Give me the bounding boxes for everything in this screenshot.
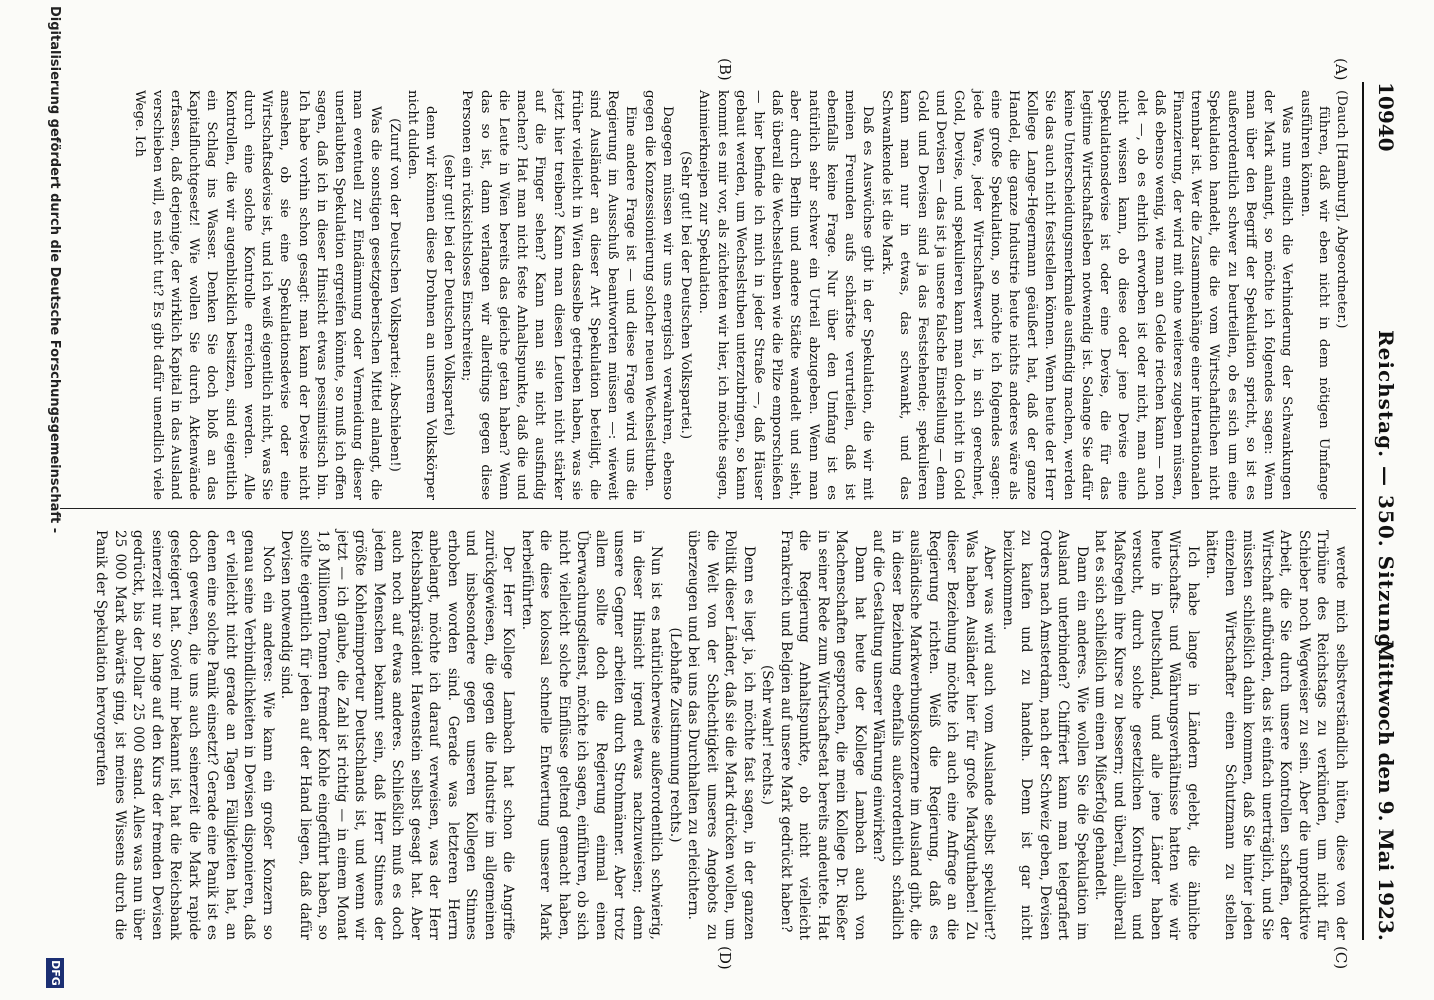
paragraph: Was nun endlich die Verhinderung der Schwankungen der Mark anlangt, so möchte ich folgendes sagen: Wenn man über den Begriff der Spekulation spricht, so ist es außerordentlich schwer zu beurteilen, ob es sich um eine Spekulation handelt, die die vom Wirtschaftlichen nicht trennbar ist. Wer die Zusammenhänge einer internationalen Finanzierung, der wird mit ohne weiteres zugeben müssen, daß ebenso wenig, wie man an Gelde riechen kann — non olet —, ob es ehrlich erworben ist oder nicht, man auch nicht wissen kann, ob diese oder jene Devise eine Spekulationsdevise ist oder eine Devise, die für das legitime Wirtschaftsleben notwendig ist. Solange Sie dafür keine Unterscheidungsmerkmale ausfindig machen, werden Sie das auch nicht feststellen können. Wenn heute der Herr Kollege Lange-Hegermann geäußert hat, daß der ganze Handel, die ganze Industrie heute nichts anderes wäre als eine große Spekulation, so möchte ich folgendes sagen: jede Ware, jeder Wirtschaftswert ist, in sich gerechnet, Gold, Devise, und spekulieren kann man doch nicht in Gold und Devisen — das ist ja unsere falsche Einstellung — denn Gold und Devisen sind ja das Feststehende; spekulieren kann man nur in etwas, das schwankt, und das Schwankende ist die Mark. [878,90,1295,501]
right-column [92,530,1350,940]
interjection: (Sehr wahr! rechts.) [759,665,776,805]
column-divider [60,508,1356,509]
margin-marker-a: (A) [1332,58,1350,81]
interjection: (sehr gut! bei der Deutschen Volkspartei) [441,154,457,436]
paragraph: Nun ist es natürlicherweise außerordentlich schwierig, in dieser Hinsicht irgend etwas nachzuweisen; denn unsere Gegner arbeiten durch Strohmänner. Aber trotz allem sollte doch die Regierung einmal einen Überwachungsdienst, möchte ich sagen, einführen, ob sich nicht vielleicht solche Einflüsse geltend gemacht haben, die diese kolossal schnelle Entwertung unserer Mark herbeiführten. [519,530,665,940]
paragraph: Daß es Auswüchse gibt in der Spekulation, die wir mit meinen Freunden aufs schärfste verurteilen, daß ist ebenfalls keine Frage. Nur über den Umfang ist es natürlich sehr schwer ein Urteil abzugeben. Wenn man aber durch Berlin und andere Städte wandelt und sieht, daß überall die Wechselstuben wie die Pilze emporschießen — hier befinde ich mich in jeder Straße —, daß Häuser gebaut werden, um Wechselstuben unterzubringen, so kann kommt es mir vor, als züchteten wir hier, ich möchte sagen, Animierkneipen zur Spekulation. [696,90,876,500]
paragraph: Eine andere Frage ist — und diese Frage wird uns die Regierung im Ausschuß beantworten müssen —: wieweit sind Ausländer an dieser Art Spekulation beteiligt, die früher vielleicht in Wien dasselbe getrieben haben, was sie jetzt hier treiben? Kann man diesen Leuten nicht stärker auf die Finger sehen? Kann man sie nicht ausfindig machen? Hat man nicht feste Anhaltspunkte, daß die und die Leute in Wien bereits das gleiche getan haben? Wenn das so ist, dann verlangen wir allerdings gegen diese Personen ein rücksichtsloses Einschreiten; [459,90,639,500]
header-rule [1362,82,1364,940]
paragraph: werde mich selbstverständlich hüten, diese von der Tribüne des Reichstags zu verkünden, um nicht für Schieber noch Wegweiser zu sein. Aber die unproduktive Arbeit, die Sie durch unsere Kontrollen schaffen, der Wirtschaft aufbürden, das ist einfach unerträglich, und Sie müssten schließlich dahin kommen, daß Sie hinter jeden einzelnen Wirtschafter einen Schutzmann zu stellen hätten. [1203,530,1349,940]
paragraph: Noch ein anderes: Wie kann ein großer Konzern so genau seine Verbindlichkeiten in Devisen disponieren, daß er vielleicht nicht gerade an Tagen Fälligkeiten hat, an denen eine solche Panik einsetzt? Gerade eine Panik ist es doch gewesen, die uns auch seinerzeit die Mark rapide gesteigert hat. Soviel mir bekannt ist, hat die Reichsbank seinerzeit nur so lange auf den Kurs der fremden Devisen gedrückt, bis der Dollar 25 000 stand. Alles was nun über 25 000 Mark abwärts ging, ist meines Wissens durch die Panik der Spekulation hervorgerufen [93,530,276,940]
interjection: (Sehr gut! bei der Deutschen Volkspartei.) [678,150,694,440]
paragraph: Der Herr Kollege Lambach hat schon die Angriffe zurückgewiesen, die gegen die Industrie im allgemeinen und insbesondere gegen unseren Kollegen Stinnes erhoben worden sind. Gerade was letzteren Herrn anbelangt, möchte ich darauf verweisen, was der Herr Reichsbankpräsident Havenstein selbst gesagt hat. Aber auch noch auf etwas anderes. Schließlich muß es doch jedem Menschen bekannt sein, daß Herr Stinnes der größte Kohlenimporteur Deutschlands ist, und wenn wir jetzt — ich glaube, die Zahl ist richtig — in einem Monat 1,8 Millionen Tonnen fremder Kohle eingeführt haben, so sollte eigentlich für jeden auf der Hand liegen, daß dafür Devisen notwendig sind. [278,530,517,940]
paragraph: Ich habe lange in Ländern gelebt, die ähnliche Wirtschafts- und Währungsverhältnisse hatten wie wir heute in Deutschland, und alle jene Länder haben versucht, durch solche gesetzlichen Kontrollen und Maßregeln ihre Kurse zu bessern; und überall, allüberall hat es sich schließlich um einen Mißerfolg gehandelt. [1092,530,1201,940]
paragraph: Was die sonstigen gesetzgeberischen Mittel anlangt, die man eventuell zur Eindämmung oder Vermeidung dieser unerlaubten Spekulation ergreifen könnte, so muß ich offen sagen, daß ich in dieser Hinsicht etwas pessimistisch bin. Ich habe vorhin schon gesagt: man kann der Devise nicht ansehen, ob sie eine Spekulationsdevise oder eine Wirtschaftsdevise ist, und ich weiß eigentlich nicht, was Sie durch eine solche Kontrolle erreichen werden. Alle Kontrollen, die wir augenblicklich besitzen, sind eigentlich ein Schlag ins Wasser. Denken Sie doch bloß an das Kapitalfluchtgesetz! Wie wollen Sie durch Aktenwände erfassen, daß derjenige, der wirklich Kapital in das Ausland verschieben will, es nicht tut? Es gibt dafür unendlich viele Wege. Ich [131,90,384,500]
digitization-footer [34,0,70,1000]
page-header [1366,0,1406,1000]
running-title: Reichstag. — 350. Sitzung. [1374,330,1398,657]
margin-marker-b: (B) [716,58,734,81]
interjection: (Zuruf von der Deutschen Volkspartei: Abschieben!) [386,118,402,472]
page-number: 10940 [1374,82,1398,152]
paragraph: Dann ein anderes. Wie wollen Sie die Spekulation im Ausland unterbinden? Chiffriert kann man telegrafiert Orders nach Amsterdam, nach der Schweiz geben, Devisen zu kaufen und zu handeln. Denn ist gar nicht beizukommen. [1000,530,1090,940]
paragraph: denn wir können diese Drohnen an unserem Volkskörper nicht dulden. [404,90,439,500]
interjection: (Lebhafte Zustimmung rechts.) [667,627,683,843]
session-date: Mittwoch den 9. Mai 1923. [1374,640,1398,941]
paragraph: Denn es liegt ja, ich möchte fast sagen, in der ganzen Politik dieser Länder, daß sie die Mark drücken wollen, um die Welt von der Schlechtigkeit unseres Angebots zu überzeugen und bei uns das Durchhalten zu erleichtern. [685,530,757,940]
paragraph: Aber was wird auch vom Auslande selbst spekuliert? Was haben Ausländer hier für große Markguthaben! Zu dieser Beziehung möchte ich auch eine Anfrage an die Regierung richten. Weiß die Regierung, daß es ausländische Markwerbungskonzerne im Ausland gibt, die in dieser Beziehung ebenfalls außerordentlich schädlich auf die Gestaltung unserer Währung einwirken? [870,530,998,940]
margin-marker-c: (C) [1332,946,1350,970]
footer-credit: Digitalisierung gefördert durch die Deutsche Forschungsgemeinschaft - [47,6,62,534]
left-column [129,90,1350,500]
speaker-line: (Dauch [Hamburg], Abgeordneter.) [1334,90,1349,329]
dfg-logo: DFG [46,958,64,988]
margin-marker-d: (D) [716,946,734,970]
paragraph: führen, daß wir eben nicht in dem nötigen Umfange ausführen können. [1297,90,1331,500]
paragraph: Dann hat heute der Kollege Lambach auch von Machenschaften gesprochen, die mein Kollege Dr. Rießer in seiner Rede zum Wirtschaftsetat bereits andeutete. Hat die Regierung Anhaltspunkte, ob nicht vielleicht Frankreich und Belgien auf unsere Mark gedrückt haben? [778,530,868,940]
paragraph: Dagegen müssen wir uns energisch verwahren, ebenso gegen die Konzessionierung solcher neuen Wechselstuben. [641,90,675,500]
